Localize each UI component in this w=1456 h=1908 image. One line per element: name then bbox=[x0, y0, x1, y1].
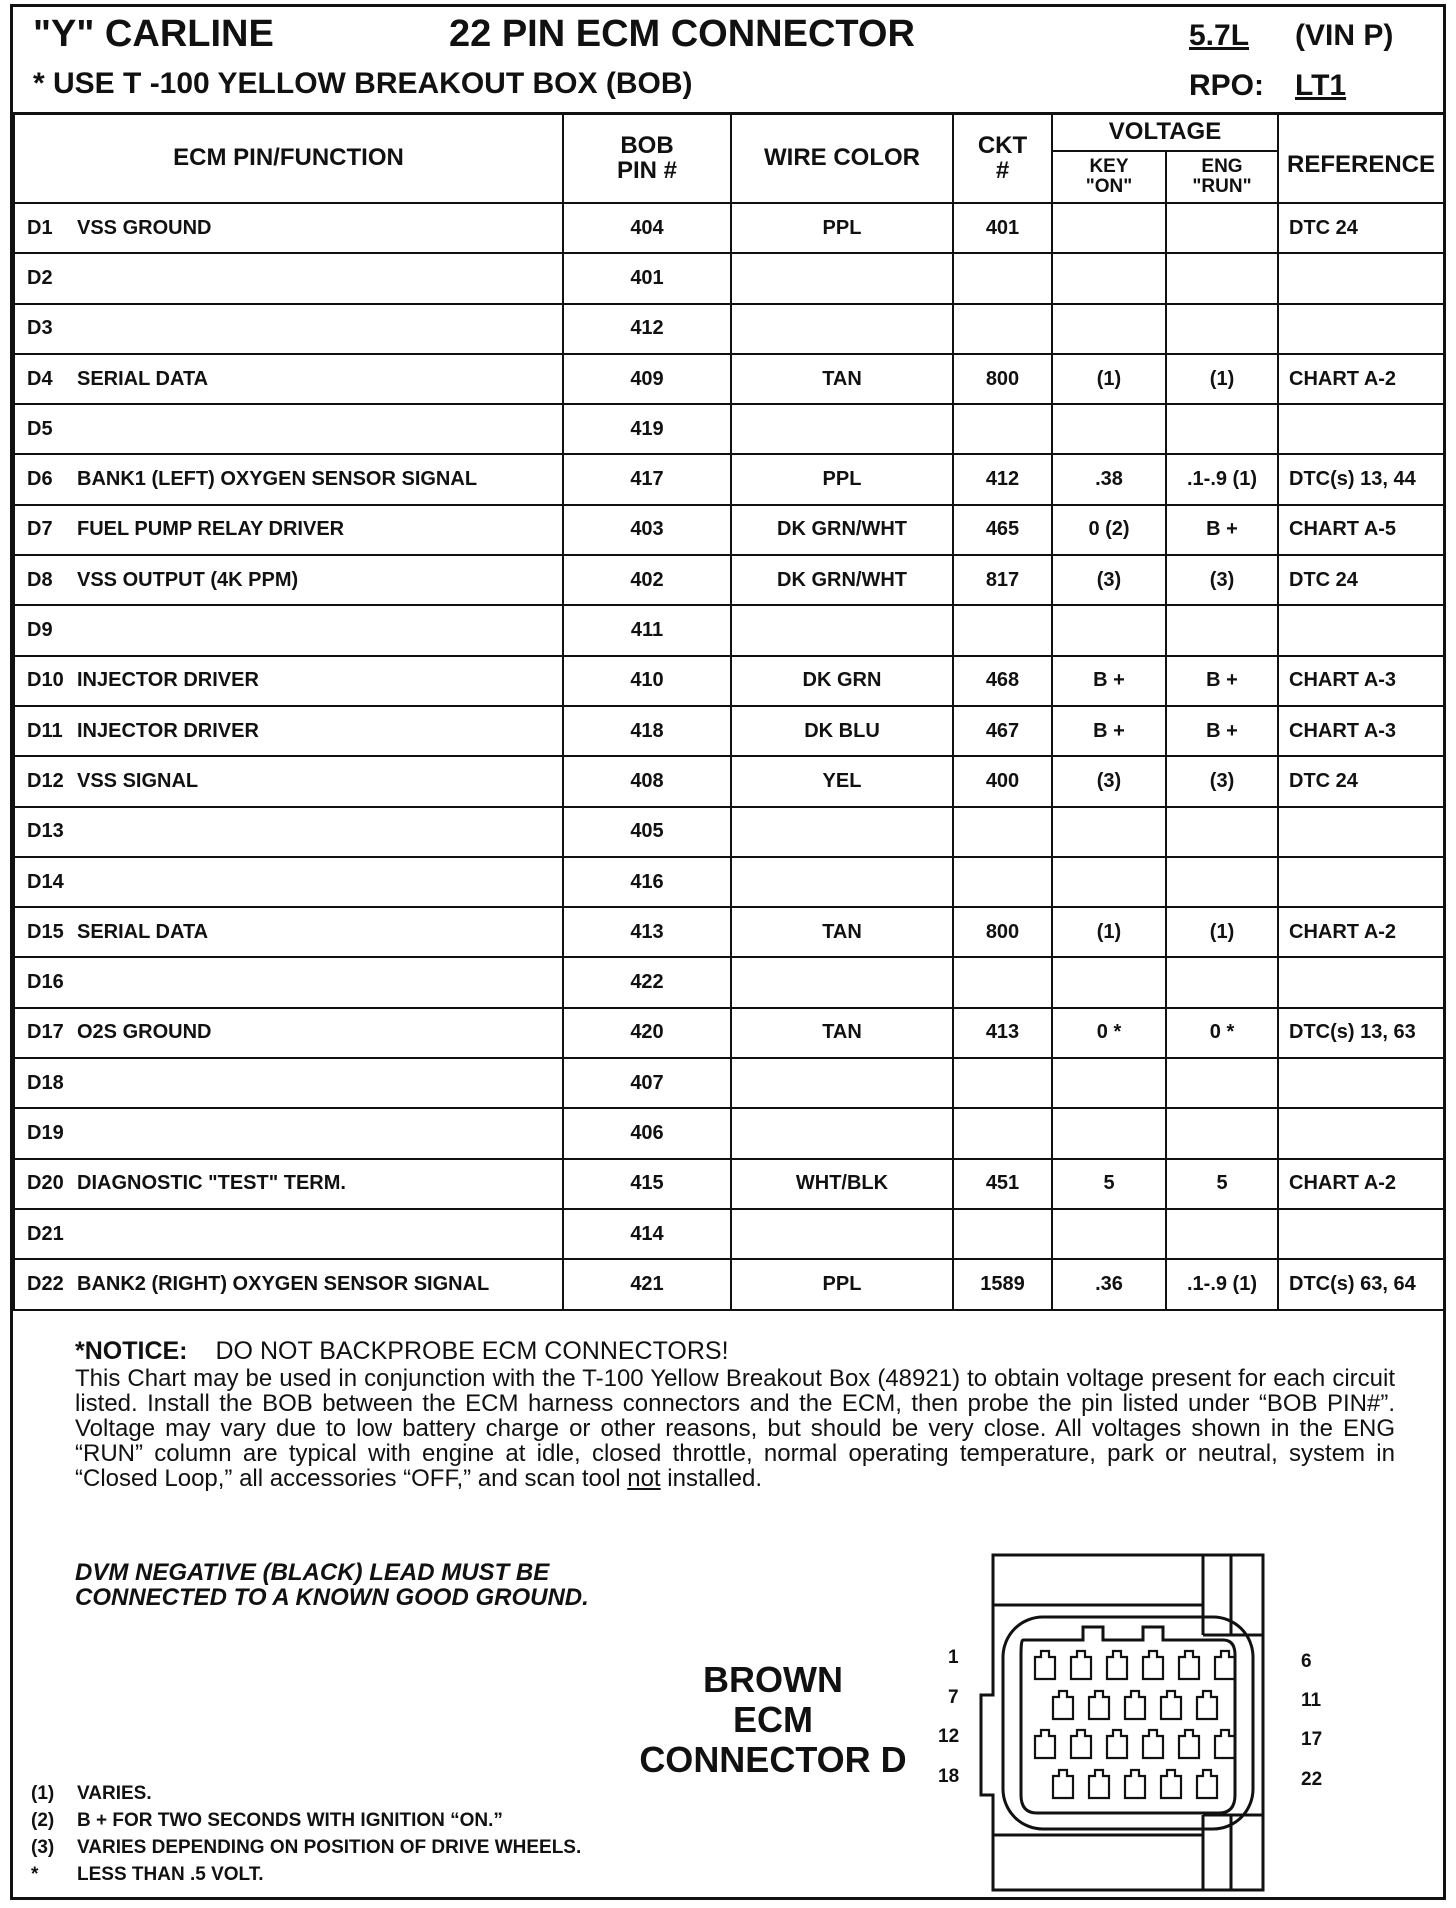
function-cell: D10 INJECTOR DRIVER bbox=[14, 656, 563, 706]
col-header-reference: REFERENCE bbox=[1278, 113, 1444, 203]
bob-pin-cell: 413 bbox=[563, 907, 731, 957]
bob-pin-cell: 420 bbox=[563, 1008, 731, 1058]
function-cell: D7 FUEL PUMP RELAY DRIVER bbox=[14, 505, 563, 555]
reference-cell: CHART A-5 bbox=[1278, 505, 1444, 555]
ckt-cell: 1589 bbox=[953, 1259, 1052, 1309]
connector-pin bbox=[1089, 1691, 1109, 1719]
key-on-cell: 0 * bbox=[1052, 1008, 1166, 1058]
function-cell: D1 VSS GROUND bbox=[14, 203, 563, 253]
eng-run-cell: (3) bbox=[1166, 555, 1278, 605]
table-row bbox=[14, 605, 1444, 655]
pin-label-end-3: 17 bbox=[1301, 1729, 1323, 1750]
eng-run-cell: (1) bbox=[1166, 907, 1278, 957]
connector-pin bbox=[1197, 1770, 1217, 1798]
ckt-cell: 412 bbox=[953, 454, 1052, 504]
wire-color-cell: DK GRN bbox=[731, 656, 953, 706]
table-row bbox=[14, 706, 1444, 756]
bob-pin-cell: 417 bbox=[563, 454, 731, 504]
footnote: (2) B + FOR TWO SECONDS WITH IGNITION “ON.” bbox=[31, 1810, 503, 1831]
eng-run-cell bbox=[1166, 203, 1278, 253]
eng-run-cell bbox=[1166, 605, 1278, 655]
ckt-cell: 800 bbox=[953, 907, 1052, 957]
connector-pin bbox=[1125, 1691, 1145, 1719]
footnote: (1) VARIES. bbox=[31, 1783, 152, 1804]
connector-pin bbox=[1215, 1730, 1235, 1758]
pin-label-start-2: 7 bbox=[948, 1687, 959, 1708]
bob-pin-cell: 405 bbox=[563, 807, 731, 857]
wire-color-cell bbox=[731, 605, 953, 655]
ckt-cell: 413 bbox=[953, 1008, 1052, 1058]
reference-cell bbox=[1278, 304, 1444, 354]
wire-color-cell: PPL bbox=[731, 203, 953, 253]
footnotes bbox=[31, 1780, 731, 1888]
notice-label: *NOTICE: bbox=[75, 1337, 188, 1365]
bob-pin-cell: 406 bbox=[563, 1108, 731, 1158]
bob-pin-cell: 409 bbox=[563, 354, 731, 404]
function-cell: D3 bbox=[14, 304, 563, 354]
connector-pin bbox=[1035, 1651, 1055, 1679]
eng-run-cell: B + bbox=[1166, 706, 1278, 756]
key-on-cell bbox=[1052, 807, 1166, 857]
table-row bbox=[14, 1259, 1444, 1309]
col-header-bob-pin: BOB PIN # bbox=[563, 113, 731, 203]
ckt-cell bbox=[953, 404, 1052, 454]
ckt-cell: 800 bbox=[953, 354, 1052, 404]
reference-cell: DTC 24 bbox=[1278, 555, 1444, 605]
reference-cell bbox=[1278, 605, 1444, 655]
key-on-cell: (1) bbox=[1052, 907, 1166, 957]
eng-run-cell bbox=[1166, 1058, 1278, 1108]
key-on-cell bbox=[1052, 605, 1166, 655]
table-row bbox=[14, 907, 1444, 957]
reference-cell bbox=[1278, 1209, 1444, 1259]
eng-run-cell: .1-.9 (1) bbox=[1166, 1259, 1278, 1309]
rpo-label: RPO: bbox=[1189, 69, 1264, 102]
col-header-wire-color: WIRE COLOR bbox=[731, 113, 953, 203]
reference-cell bbox=[1278, 1108, 1444, 1158]
notice-body: This Chart may be used in conjunction with the T-100 Yellow Breakout Box (48921) to obtain voltage present for each circuit listed. Install the BOB between the ECM harness connectors and the ECM, then probe the pin listed under “BOB PIN#”. Voltage may vary due to low battery charge or other reasons, but should be very close. All voltages shown in the ENG “RUN” column are typical with engine at idle, closed throttle, normal operating temperature, park or neutral, system in “Closed Loop,” all accessories “OFF,” and scan tool not installed. bbox=[75, 1365, 1395, 1492]
function-cell: D4 SERIAL DATA bbox=[14, 354, 563, 404]
reference-cell bbox=[1278, 1058, 1444, 1108]
pin-label-end-1: 6 bbox=[1301, 1651, 1312, 1672]
bob-pin-cell: 402 bbox=[563, 555, 731, 605]
table-row bbox=[14, 1008, 1444, 1058]
connector-pin bbox=[1071, 1730, 1091, 1758]
table-row bbox=[14, 1058, 1444, 1108]
wire-color-cell: DK BLU bbox=[731, 706, 953, 756]
pin-label-end-4: 22 bbox=[1301, 1769, 1323, 1790]
bob-pin-cell: 414 bbox=[563, 1209, 731, 1259]
table-row bbox=[14, 404, 1444, 454]
key-on-cell: (3) bbox=[1052, 555, 1166, 605]
wire-color-cell: PPL bbox=[731, 1259, 953, 1309]
pin-table bbox=[13, 112, 1445, 1311]
col-header-eng-run: ENG "RUN" bbox=[1166, 151, 1278, 203]
pin-label-start-3: 12 bbox=[938, 1726, 960, 1747]
wire-color-cell: TAN bbox=[731, 907, 953, 957]
key-on-cell: .36 bbox=[1052, 1259, 1166, 1309]
bob-pin-cell: 418 bbox=[563, 706, 731, 756]
bob-pin-cell: 401 bbox=[563, 253, 731, 303]
wire-color-cell bbox=[731, 1209, 953, 1259]
connector-pin bbox=[1197, 1691, 1217, 1719]
reference-cell bbox=[1278, 807, 1444, 857]
table-row bbox=[14, 253, 1444, 303]
ckt-cell: 468 bbox=[953, 656, 1052, 706]
ckt-cell bbox=[953, 857, 1052, 907]
wire-color-cell bbox=[731, 404, 953, 454]
function-cell: D9 bbox=[14, 605, 563, 655]
table-row bbox=[14, 957, 1444, 1007]
wire-color-cell bbox=[731, 1058, 953, 1108]
eng-run-cell bbox=[1166, 1209, 1278, 1259]
table-row bbox=[14, 505, 1444, 555]
connector-caption: BROWN ECM CONNECTOR D bbox=[639, 1659, 907, 1780]
function-cell: D5 bbox=[14, 404, 563, 454]
bob-pin-cell: 404 bbox=[563, 203, 731, 253]
wire-color-cell bbox=[731, 304, 953, 354]
key-on-cell bbox=[1052, 1209, 1166, 1259]
eng-run-cell: B + bbox=[1166, 505, 1278, 555]
eng-run-cell bbox=[1166, 857, 1278, 907]
wire-color-cell bbox=[731, 807, 953, 857]
reference-cell: DTC 24 bbox=[1278, 756, 1444, 806]
key-on-cell: 0 (2) bbox=[1052, 505, 1166, 555]
eng-run-cell: (1) bbox=[1166, 354, 1278, 404]
eng-run-cell: 0 * bbox=[1166, 1008, 1278, 1058]
bob-pin-cell: 419 bbox=[563, 404, 731, 454]
wire-color-cell: WHT/BLK bbox=[731, 1159, 953, 1209]
connector-pin bbox=[1107, 1730, 1127, 1758]
dvm-warning: DVM NEGATIVE (BLACK) LEAD MUST BE CONNECTED TO A KNOWN GOOD GROUND. bbox=[75, 1559, 589, 1611]
function-cell: D18 bbox=[14, 1058, 563, 1108]
table-row bbox=[14, 354, 1444, 404]
wire-color-cell bbox=[731, 253, 953, 303]
table-row bbox=[14, 304, 1444, 354]
ckt-cell bbox=[953, 605, 1052, 655]
ckt-cell bbox=[953, 1108, 1052, 1158]
connector-pin bbox=[1053, 1691, 1073, 1719]
table-row bbox=[14, 203, 1444, 253]
vin-code: (VIN P) bbox=[1295, 19, 1394, 52]
function-cell: D20 DIAGNOSTIC "TEST" TERM. bbox=[14, 1159, 563, 1209]
eng-run-cell: B + bbox=[1166, 656, 1278, 706]
key-on-cell: (1) bbox=[1052, 354, 1166, 404]
connector-pin bbox=[1143, 1730, 1163, 1758]
table-row bbox=[14, 857, 1444, 907]
pin-label-start-1: 1 bbox=[948, 1647, 959, 1668]
bob-note: * USE T -100 YELLOW BREAKOUT BOX (BOB) bbox=[33, 67, 693, 100]
ckt-cell: 465 bbox=[953, 505, 1052, 555]
key-on-cell bbox=[1052, 404, 1166, 454]
function-cell: D6 BANK1 (LEFT) OXYGEN SENSOR SIGNAL bbox=[14, 454, 563, 504]
eng-run-cell: (3) bbox=[1166, 756, 1278, 806]
key-on-cell bbox=[1052, 304, 1166, 354]
connector-pin bbox=[1107, 1651, 1127, 1679]
wire-color-cell: TAN bbox=[731, 1008, 953, 1058]
bob-pin-cell: 407 bbox=[563, 1058, 731, 1108]
connector-pin bbox=[1161, 1691, 1181, 1719]
function-cell: D11 INJECTOR DRIVER bbox=[14, 706, 563, 756]
key-on-cell bbox=[1052, 957, 1166, 1007]
reference-cell: DTC(s) 63, 64 bbox=[1278, 1259, 1444, 1309]
key-on-cell: (3) bbox=[1052, 756, 1166, 806]
eng-run-cell bbox=[1166, 807, 1278, 857]
ckt-cell bbox=[953, 1058, 1052, 1108]
bob-pin-cell: 421 bbox=[563, 1259, 731, 1309]
wire-color-cell bbox=[731, 857, 953, 907]
table-row bbox=[14, 555, 1444, 605]
footnote: (3) VARIES DEPENDING ON POSITION OF DRIVE WHEELS. bbox=[31, 1837, 582, 1858]
bob-pin-cell: 422 bbox=[563, 957, 731, 1007]
function-cell: D17 O2S GROUND bbox=[14, 1008, 563, 1058]
ckt-cell: 467 bbox=[953, 706, 1052, 756]
table-row bbox=[14, 807, 1444, 857]
connector-pin bbox=[1215, 1651, 1235, 1679]
connector-pin bbox=[1053, 1770, 1073, 1798]
connector-pin bbox=[1143, 1651, 1163, 1679]
reference-cell: CHART A-2 bbox=[1278, 1159, 1444, 1209]
reference-cell: CHART A-3 bbox=[1278, 656, 1444, 706]
ckt-cell bbox=[953, 807, 1052, 857]
wire-color-cell bbox=[731, 1108, 953, 1158]
reference-cell bbox=[1278, 253, 1444, 303]
reference-cell: DTC 24 bbox=[1278, 203, 1444, 253]
connector-title: 22 PIN ECM CONNECTOR bbox=[449, 13, 915, 55]
col-header-voltage: VOLTAGE bbox=[1052, 113, 1278, 151]
col-header-function: ECM PIN/FUNCTION bbox=[14, 113, 563, 203]
reference-cell: DTC(s) 13, 63 bbox=[1278, 1008, 1444, 1058]
function-cell: D12 VSS SIGNAL bbox=[14, 756, 563, 806]
header bbox=[13, 7, 1443, 115]
col-header-ckt: CKT # bbox=[953, 113, 1052, 203]
reference-cell bbox=[1278, 857, 1444, 907]
ckt-cell: 400 bbox=[953, 756, 1052, 806]
bob-pin-cell: 412 bbox=[563, 304, 731, 354]
key-on-cell bbox=[1052, 253, 1166, 303]
reference-cell: CHART A-2 bbox=[1278, 354, 1444, 404]
chart-sheet bbox=[10, 4, 1446, 1900]
wire-color-cell: YEL bbox=[731, 756, 953, 806]
reference-cell bbox=[1278, 957, 1444, 1007]
table-row bbox=[14, 656, 1444, 706]
connector-pin bbox=[1071, 1651, 1091, 1679]
function-cell: D15 SERIAL DATA bbox=[14, 907, 563, 957]
table-row bbox=[14, 1159, 1444, 1209]
table-row bbox=[14, 1108, 1444, 1158]
eng-run-cell bbox=[1166, 1108, 1278, 1158]
reference-cell: DTC(s) 13, 44 bbox=[1278, 454, 1444, 504]
pin-label-end-2: 11 bbox=[1301, 1690, 1322, 1711]
key-on-cell: B + bbox=[1052, 656, 1166, 706]
function-cell: D16 bbox=[14, 957, 563, 1007]
connector-pin bbox=[1035, 1730, 1055, 1758]
function-cell: D22 BANK2 (RIGHT) OXYGEN SENSOR SIGNAL bbox=[14, 1259, 563, 1309]
eng-run-cell: 5 bbox=[1166, 1159, 1278, 1209]
wire-color-cell: PPL bbox=[731, 454, 953, 504]
connector-pin bbox=[1089, 1770, 1109, 1798]
connector-d-diagram bbox=[973, 1545, 1283, 1895]
engine-size: 5.7L bbox=[1189, 19, 1250, 52]
function-cell: D19 bbox=[14, 1108, 563, 1158]
wire-color-cell: DK GRN/WHT bbox=[731, 555, 953, 605]
key-on-cell: B + bbox=[1052, 706, 1166, 756]
bob-pin-cell: 408 bbox=[563, 756, 731, 806]
ckt-cell bbox=[953, 1209, 1052, 1259]
carline-title: "Y" CARLINE bbox=[33, 13, 274, 55]
connector-pin bbox=[1179, 1651, 1199, 1679]
connector-pin bbox=[1179, 1730, 1199, 1758]
table-row bbox=[14, 454, 1444, 504]
ckt-cell: 817 bbox=[953, 555, 1052, 605]
function-cell: D14 bbox=[14, 857, 563, 907]
eng-run-cell bbox=[1166, 957, 1278, 1007]
key-on-cell: 5 bbox=[1052, 1159, 1166, 1209]
function-cell: D13 bbox=[14, 807, 563, 857]
eng-run-cell bbox=[1166, 304, 1278, 354]
ckt-cell: 451 bbox=[953, 1159, 1052, 1209]
pin-label-start-4: 18 bbox=[938, 1766, 960, 1787]
footnote: * LESS THAN .5 VOLT. bbox=[31, 1864, 264, 1885]
function-cell: D21 bbox=[14, 1209, 563, 1259]
eng-run-cell: .1-.9 (1) bbox=[1166, 454, 1278, 504]
table-row bbox=[14, 756, 1444, 806]
function-cell: D8 VSS OUTPUT (4K PPM) bbox=[14, 555, 563, 605]
reference-cell bbox=[1278, 404, 1444, 454]
ckt-cell: 401 bbox=[953, 203, 1052, 253]
reference-cell: CHART A-3 bbox=[1278, 706, 1444, 756]
wire-color-cell: DK GRN/WHT bbox=[731, 505, 953, 555]
rpo-value: LT1 bbox=[1295, 69, 1347, 102]
table-row bbox=[14, 1209, 1444, 1259]
bob-pin-cell: 415 bbox=[563, 1159, 731, 1209]
eng-run-cell bbox=[1166, 404, 1278, 454]
reference-cell: CHART A-2 bbox=[1278, 907, 1444, 957]
wire-color-cell: TAN bbox=[731, 354, 953, 404]
key-on-cell bbox=[1052, 203, 1166, 253]
key-on-cell bbox=[1052, 1058, 1166, 1108]
ckt-cell bbox=[953, 253, 1052, 303]
bob-pin-cell: 411 bbox=[563, 605, 731, 655]
key-on-cell bbox=[1052, 1108, 1166, 1158]
ckt-cell bbox=[953, 957, 1052, 1007]
key-on-cell bbox=[1052, 857, 1166, 907]
bob-pin-cell: 416 bbox=[563, 857, 731, 907]
bob-pin-cell: 403 bbox=[563, 505, 731, 555]
notice-headline: DO NOT BACKPROBE ECM CONNECTORS! bbox=[215, 1337, 729, 1365]
key-on-cell: .38 bbox=[1052, 454, 1166, 504]
function-cell: D2 bbox=[14, 253, 563, 303]
connector-pin bbox=[1125, 1770, 1145, 1798]
connector-pin bbox=[1161, 1770, 1181, 1798]
col-header-key-on: KEY "ON" bbox=[1052, 151, 1166, 203]
notice-block bbox=[75, 1337, 1395, 1491]
eng-run-cell bbox=[1166, 253, 1278, 303]
ckt-cell bbox=[953, 304, 1052, 354]
wire-color-cell bbox=[731, 957, 953, 1007]
bob-pin-cell: 410 bbox=[563, 656, 731, 706]
